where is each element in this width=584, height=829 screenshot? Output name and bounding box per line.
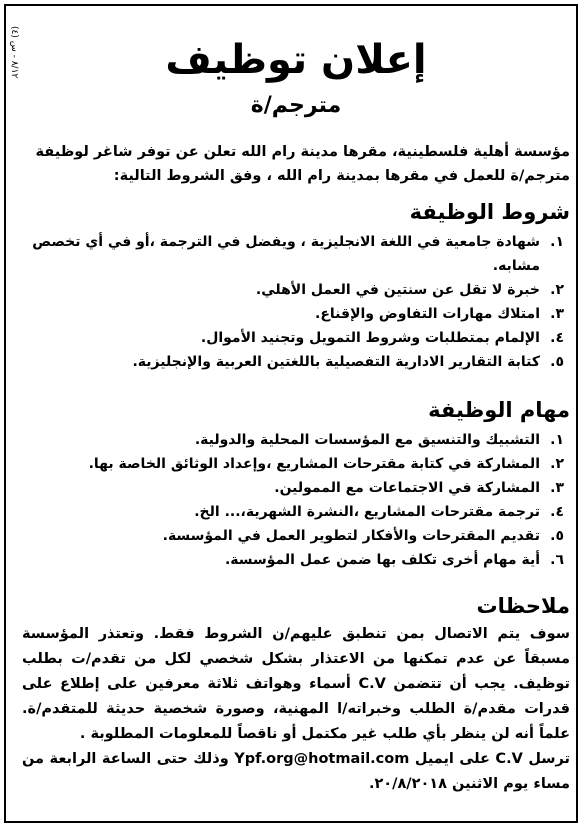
condition-item <box>22 302 570 326</box>
condition-item <box>22 278 570 302</box>
task-item <box>22 524 570 548</box>
job-title: مترجم/ة <box>250 93 342 118</box>
task-item <box>22 500 570 524</box>
item-number: ٤. <box>550 504 564 520</box>
condition-item <box>22 326 570 350</box>
item-text: الإلمام بمتطلبات وشروط التمويل وتجنيد الأموال. <box>200 330 540 346</box>
condition-item <box>22 350 570 374</box>
item-text: شهادة جامعية في اللغة الانجليزية ، ويفضل في الترجمة ،أو في أي تخصص مشابه. <box>32 234 540 274</box>
condition-item <box>22 230 570 278</box>
notes-body <box>22 622 570 797</box>
task-item <box>22 452 570 476</box>
item-number: ٢. <box>550 282 564 298</box>
submission-paragraph: ترسل C.V على ايميل Ypf.org@hotmail.com وذلك حتى الساعة الرابعة من مساء يوم الاثنين ٢٠/٨/٢٠١٨. <box>22 751 570 792</box>
item-number: ٣. <box>550 480 564 496</box>
task-item <box>22 476 570 500</box>
item-text: ترجمة مقترحات المشاريع ،النشرة الشهرية،... الخ. <box>194 504 540 520</box>
item-number: ٤. <box>550 330 564 346</box>
item-number: ٦. <box>550 552 564 568</box>
item-number: ٥. <box>550 354 564 370</box>
tasks-list <box>22 428 570 572</box>
item-number: ١. <box>550 432 564 448</box>
item-text: المشاركة في الاجتماعات مع الممولين. <box>274 480 540 496</box>
item-text: أية مهام أخرى تكلف بها ضمن عمل المؤسسة. <box>224 552 540 568</box>
conditions-heading: شروط الوظيفة <box>409 200 570 224</box>
ad-title: إعلان توظيف <box>165 37 427 83</box>
item-text: امتلاك مهارات التفاوض والإقناع. <box>315 306 540 322</box>
task-item <box>22 548 570 572</box>
item-text: المشاركة في كتابة مقترحات المشاريع ،وإعداد الوثائق الخاصة بها. <box>88 456 540 472</box>
notes-heading: ملاحظات <box>476 594 570 618</box>
item-text: خبرة لا تقل عن سنتين في العمل الأهلي. <box>255 282 540 298</box>
item-text: التشبيك والتنسيق مع المؤسسات المحلية والدولية. <box>194 432 540 448</box>
publication-code: (٤) ٨/١٢ - س <box>9 26 19 79</box>
intro-paragraph: مؤسسة أهلية فلسطينية، مقرها مدينة رام الله تعلن عن توفر شاغر لوظيفة مترجم/ة للعمل في مقرها بمدينة رام الله ، وفق الشروط التالية: <box>35 144 570 184</box>
tasks-heading: مهام الوظيفة <box>428 398 570 422</box>
item-number: ١. <box>550 234 564 250</box>
item-number: ٥. <box>550 528 564 544</box>
notes-paragraph: سوف يتم الاتصال بمن تنطبق عليهم/ن الشروط فقط. وتعتذر المؤسسة مسبقاً عن عدم تمكنها من الاعتذار بشكل شخصي لكل من تقدم/ت بطلب توظيف. يجب أن تتضمن C.V أسماء وهواتف ثلاثة معرفين على إطلاع على قدرات مقدم/ة الطلب وخبراته/ا المهنية، وصورة شخصية حديثة للمتقدم/ة. علماً أنه لن ينظر بأي طلب غير مكتمل أو ناقصاً للمعلومات المطلوبة . <box>22 626 570 742</box>
task-item <box>22 428 570 452</box>
item-text: تقديم المقترحات والأفكار لتطوير العمل في المؤسسة. <box>162 528 540 544</box>
item-text: كتابة التقارير الادارية التفصيلية باللغتين العربية والإنجليزية. <box>132 354 540 370</box>
item-number: ٢. <box>550 456 564 472</box>
item-number: ٣. <box>550 306 564 322</box>
conditions-list <box>22 230 570 374</box>
